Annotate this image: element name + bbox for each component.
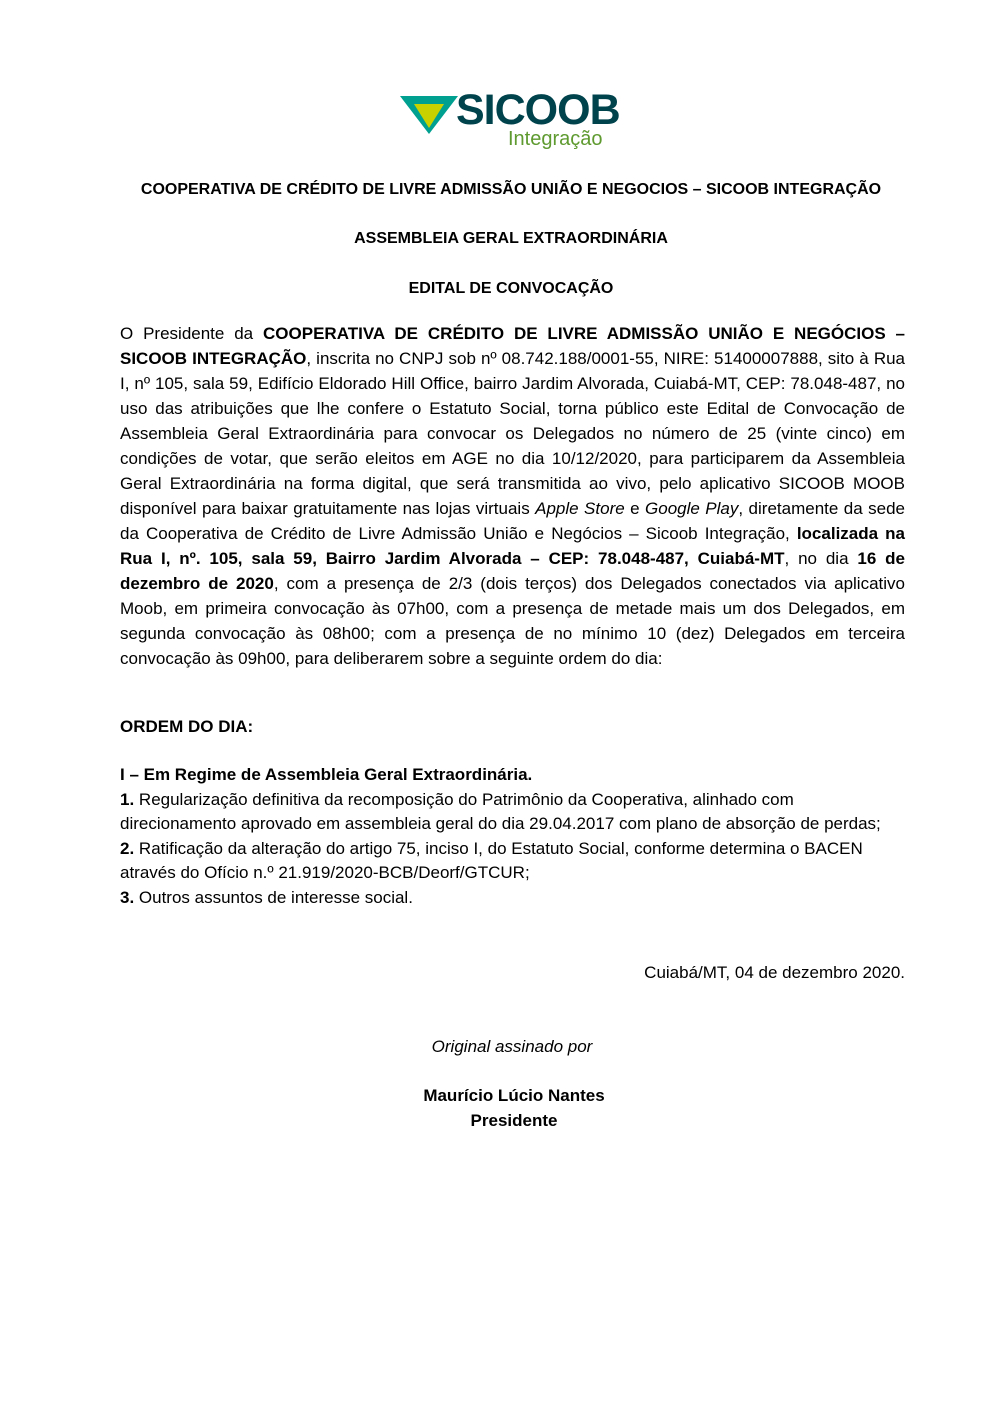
agenda-item [120,886,905,911]
meeting-date: 16 de dezembro de 2020 [120,549,905,593]
agenda-section-title: I – Em Regime de Assembleia Geral Extraordinária. [120,765,533,784]
agenda-item-number: 3. [120,887,135,907]
on-day-text: , no dia [784,549,858,568]
assembly-title: ASSEMBLEIA GERAL EXTRAORDINÁRIA [354,230,668,247]
signer-name: Maurício Lúcio Nantes [423,1086,605,1105]
agenda-title: ORDEM DO DIA: [120,717,254,736]
sicoob-logo [400,86,625,154]
conjunction-text: e [624,499,646,518]
agenda-item-number: 1. [120,789,135,809]
headquarters-text: , diretamente da sede da Cooperativa de Crédito de Livre Admissão União e Negócios – Sicoob Integração, [120,499,905,543]
location-text: localizada na Rua I, nº. 105, sala 59, Bairro Jardim Alvorada – CEP: 78.048-487, Cuiabá-MT [120,524,905,568]
agenda-item-text: Regularização definitiva da recomposição do Patrimônio da Cooperativa, alinhado com direcionamento aprovado em assembleia geral do dia 29.04.2017 com plano de absorção de perdas; [120,789,881,834]
place-date: Cuiabá/MT, 04 de dezembro 2020. [644,963,905,982]
agenda-item-text: Ratificação da alteração do artigo 75, inciso I, do Estatuto Social, conforme determina o BACEN através do Ofício n.º 21.919/2020-BCB/Deorf/GTCUR; [120,838,863,883]
logo-mark-icon [400,94,458,134]
store-google: Google Play [645,499,739,518]
store-apple: Apple Store [535,499,625,518]
intro-text: O Presidente da [120,324,264,343]
original-signed-note: Original assinado por [431,1037,593,1056]
quorum-text: , com a presença de 2/3 (dois terços) dos Delegados conectados via aplicativo Moob, em primeira convocação às 07h00, com a presença de metade mais um dos Delegados, em segunda convocação às 08h00; com a presença de no mínimo 10 (dez) Delegados em terceira convocação às 09h00, para deliberarem sobre a seguinte ordem do dia: [120,574,905,668]
document-type-title: EDITAL DE CONVOCAÇÃO [408,280,614,297]
logo-subtitle: Integração [508,128,603,150]
signer-role: Presidente [470,1111,558,1130]
cooperative-name: COOPERATIVA DE CRÉDITO DE LIVRE ADMISSÃO UNIÃO E NEGÓCIOS – SICOOB INTEGRAÇÃO [120,324,906,368]
agenda-item [120,837,905,886]
agenda-item [120,788,905,837]
details-text: , inscrita no CNPJ sob nº 08.742.188/0001-55, NIRE: 51400007888, sito à Rua I, nº 105, sala 59, Edifício Eldorado Hill Office, bairro Jardim Alvorada, Cuiabá-MT, CEP: 78.048-487, no uso das atribuições que lhe confere o Estatuto Social, torna público este Edital de Convocação de Assembleia Geral Extraordinária para convocar os Delegados no número de 25 (vinte cinco) em condições de votar, que serão eleitos em AGE no dia 10/12/2020, para participarem da Assembleia Geral Extraordinária na forma digital, que será transmitida ao vivo, pelo aplicativo SICOOB MOOB disponível para baixar gratuitamente nas lojas virtuais [120,349,906,518]
logo-wordmark: SICOOB [456,86,620,134]
cooperative-title: COOPERATIVA DE CRÉDITO DE LIVRE ADMISSÃO UNIÃO E NEGOCIOS – SICOOB INTEGRAÇÃO [140,181,882,198]
agenda-item-number: 2. [120,838,135,858]
convocation-paragraph [120,321,905,671]
agenda-list [120,763,905,911]
agenda-item-text: Outros assuntos de interesse social. [134,887,413,907]
